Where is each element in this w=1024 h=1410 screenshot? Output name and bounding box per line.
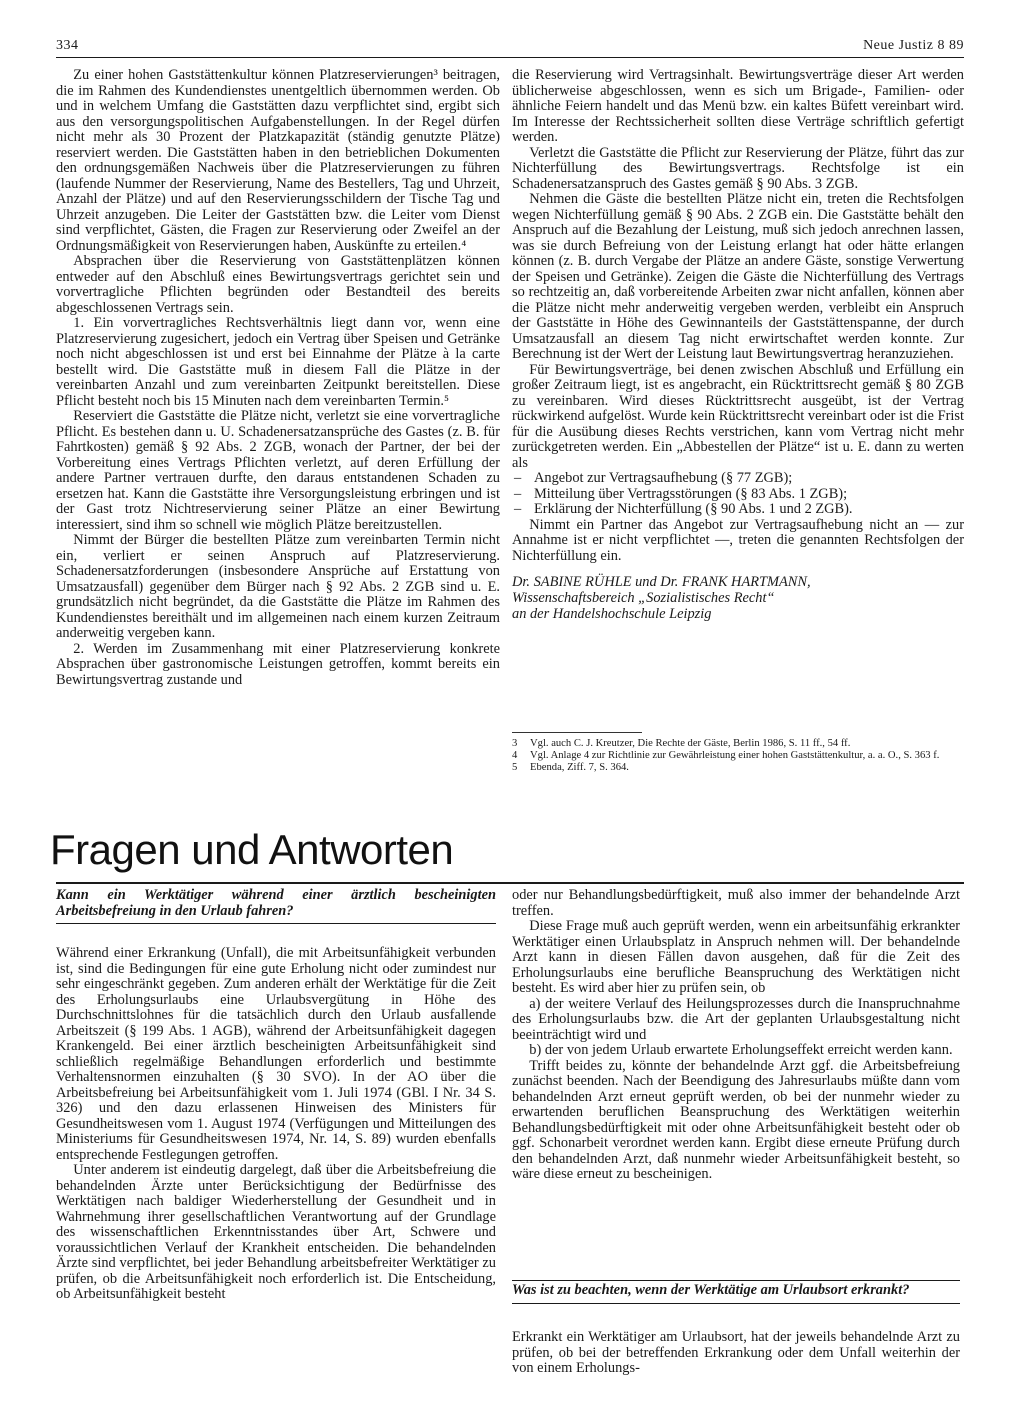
question-1	[56, 888, 496, 924]
answer-2-column	[512, 1330, 960, 1377]
footnote-text: Vgl. Anlage 4 zur Richtlinie zur Gewährleistung einer hohen Gaststättenkultur, a. a. O., S. 363 f.	[530, 750, 940, 761]
footnote-text: Ebenda, Ziff. 7, S. 364.	[530, 762, 629, 773]
page-number: 334	[56, 38, 79, 53]
answer-1-right-column	[512, 888, 960, 1183]
list-item	[512, 487, 964, 503]
list-item-text: Angebot zur Vertragsaufhebung (§ 77 ZGB);	[534, 470, 793, 486]
author-affiliation: Wissenschaftsbereich „Sozialistisches Recht“	[512, 590, 775, 606]
dash-bullet: –	[514, 501, 522, 517]
answer-paragraph: oder nur Behandlungsbedürftigkeit, muß also immer der behandelnde Arzt treffen.	[512, 887, 960, 919]
answer-list-item: b) der von jedem Urlaub erwartete Erholungseffekt erreicht werden kann.	[529, 1042, 953, 1058]
dash-bullet: –	[514, 485, 522, 502]
answer-1-left-column	[56, 946, 496, 1303]
footnote-number: 5	[512, 762, 518, 773]
list-item-text: Mitteilung über Vertragsstörungen (§ 83 Abs. 1 ZGB);	[534, 485, 848, 502]
question-2	[512, 1280, 960, 1304]
answer-list-item: a) der weitere Verlauf des Heilungsprozesses durch die Inanspruchnahme des Erholungsurlaubs bzw. die Art der geplanten Urlaubsgestaltung nicht beeinträchtigt wird und	[512, 995, 960, 1043]
article-paragraph: 2. Werden im Zusammenhang mit einer Platzreservierung konkrete Absprachen über gastronomische Leistungen getroffen, kommt bereits ein Bewirtungsvertrag zustande und	[56, 640, 500, 688]
answer-paragraph: Diese Frage muß auch geprüft werden, wenn ein arbeitsunfähig erkrankter Werktätiger einen Urlaubsplatz in Anspruch nehmen will. Der behandelnde Arzt kann in diesen Fällen davon ausgehen, daß für die Zeit des Erholungsurlaubs eine berufliche Beanspruchung des Werktätigen nicht besteht. Es wird aber hier zu prüfen sein, ob	[512, 918, 960, 996]
list-item	[512, 502, 964, 518]
article-paragraph: Nimmt der Bürger die bestellten Plätze zum vereinbarten Termin nicht ein, verliert er seinen Anspruch auf Platzreservierung. Schadenersatzforderungen (insbesondere Ansprüche auf Erstattung von Umsatzausfall) gegenüber dem Bürger nach § 92 Abs. 2 ZGB sind u. E. grundsätzlich nicht begründet, da die Gaststätte die Plätze im Rahmen des Kundendienstes bereithält und im allgemeinen nach einem kurzen Zeitraum anderweitig vergeben kann.	[56, 532, 500, 641]
header-rule	[56, 57, 964, 58]
question-2-text: Was ist zu beachten, wenn der Werktätige am Urlaubsort erkrankt?	[512, 1283, 960, 1304]
article-left-column	[56, 68, 500, 688]
list-item-text: Erklärung der Nichterfüllung (§ 90 Abs. 1 und 2 ZGB).	[534, 501, 853, 517]
footnote-rule	[512, 732, 642, 733]
article-paragraph: Absprachen über die Reservierung von Gaststättenplätzen können entweder auf den Abschluß eines Bewirtungsvertrags gerichtet sein und vorvertragliche Pflichten begründen oder Bestandteil des bereits abgeschlossenen Vertrags sein.	[56, 253, 500, 316]
footnote	[512, 738, 960, 750]
dash-bullet: –	[514, 470, 522, 486]
footnote-number: 3	[512, 738, 518, 749]
footnotes	[512, 738, 960, 774]
article-paragraph: 1. Ein vorvertragliches Rechtsverhältnis liegt dann vor, wenn eine Platzreservierung zugesichert, jedoch ein Vertrag über Speisen und Getränke noch nicht abgeschlossen ist und erst bei Einnahme der Plätze à la carte bestellt wird. Die Gaststätte muß in diesem Fall die Plätze in der vereinbarten Anzahl und zum vereinbarten Zeitpunkt bereitstellen. Diese Pflicht besteht noch bis 15 Minuten nach dem vereinbarten Termin.⁵	[56, 315, 500, 409]
section-rule	[56, 882, 964, 884]
footnote	[512, 750, 960, 762]
section-title: Fragen und Antworten	[50, 826, 454, 873]
article-paragraph: Verletzt die Gaststätte die Pflicht zur Reservierung der Plätze, führt das zur Nichterfüllung des Bewirtungsvertrags. Rechtsfolge ist ein Schadenersatzanspruch des Gastes gemäß § 90 Abs. 3 ZGB.	[512, 144, 964, 192]
question-1-text: Kann ein Werktätiger während einer ärztlich bescheinigten Arbeitsbefreiung in den Urlaub fahren?	[56, 888, 496, 924]
footnote	[512, 762, 960, 774]
list-item	[512, 471, 964, 487]
article-paragraph: Reserviert die Gaststätte die Plätze nicht, verletzt sie eine vorvertragliche Pflicht. Es bestehen dann u. U. Schadenersatzansprüche des Gastes (z. B. für Fahrtkosten) gemäß § 92 Abs. 2 ZGB, wonach der Partner, der bei der Vorbereitung eines Vertrags Pflichten verletzt, auf deren Erfüllung der andere Partner vertrauen durfte, den daraus entstandenen Schaden zu ersetzen hat. Kann die Gaststätte ihre Versorgungsleistung erbringen und ist der Gast trotz Nichtreservierung seiner Plätze an einer Bewirtung interessiert, sind ihm so schnell wie möglich Plätze bereitzustellen.	[56, 408, 500, 533]
footnote-number: 4	[512, 750, 518, 761]
answer-paragraph: Während einer Erkrankung (Unfall), die mit Arbeitsunfähigkeit verbunden ist, sind die Bedingungen für eine gute Erholung nicht oder zumindest nur sehr eingeschränkt gegeben. Zum anderen erhält der Werktätige für die Zeit des Erholungsurlaubs eine Urlaubsvergütung in Höhe des Durchschnittslohnes für die tatsächlich durch den Urlaub ausfallende Arbeitszeit (§ 199 Abs. 1 AGB), während der Arbeitsunfähigkeit dagegen Krankengeld. Bei einer ärztlich bescheinigten Arbeitsunfähigkeit sind schließlich regelmäßige Behandlungen erforderlich und bestimmte Verhaltensnormen einzuhalten (§ 30 SVO). In der AO über die Arbeitsbefreiung bei Arbeitsunfähigkeit vom 1. Juli 1974 (GBl. I Nr. 34 S. 326) und den dazu erlassenen Hinweisen des Ministers für Gesundheitswesen vom 1. August 1974 (Verfügungen und Mitteilungen des Ministeriums für Gesundheitswesen 1974, Nr. 14, S. 89) wurden ebenfalls entsprechende Festlegungen getroffen.	[56, 945, 496, 1163]
article-paragraph: Nehmen die Gäste die bestellten Plätze nicht ein, treten die Rechtsfolgen wegen Nichterfüllung gemäß § 90 Abs. 2 ZGB ein. Die Gaststätte behält den Anspruch auf die Bezahlung der Leistung, muß sich jedoch anrechnen lassen, was sie durch Befreiung von der Leistung erlangt hat oder hätte erlangen können (z. B. durch Vergabe der Plätze an andere Gäste, sonstige Verwertung der Speisen und Getränke). Zeigen die Gäste die Nichterfüllung des Vertrags so rechtzeitig an, daß vorbereitende Arbeiten zwar nicht anfallen, können aber die Plätze nicht mehr anderweitig vergeben werden, verbleibt ein Anspruch der Gaststätte in Höhe des Gewinnanteils der Gaststättenspanne, der durch Umsatzausfall an diesem Tag nicht erwirtschaftet werden konnte. Zur Berechnung ist der Wert der Leistung laut Bewirtungsvertrag heranzuziehen.	[512, 191, 964, 362]
author-block	[512, 574, 964, 622]
answer-paragraph: Trifft beides zu, könnte der behandelnde Arzt ggf. die Arbeitsbefreiung zunächst beenden. Nach der Beendigung des Jahresurlaubs müßte dann vom behandelnden Arzt erneut geprüft werden, ob bei der nunmehr wieder zu erwartenden beruflichen Beanspruchung des Werktätigen weiterhin Behandlungsbedürftigkeit mit oder ohne Arbeitsunfähigkeit besteht oder ob ggf. Schonarbeit verordnet werden kann. Ergibt diese erneute Prüfung durch den behandelnden Arzt, daß nunmehr wieder Arbeitsunfähigkeit besteht, so wäre diese erneut zu bescheinigen.	[512, 1057, 960, 1182]
article-paragraph: die Reservierung wird Vertragsinhalt. Bewirtungsverträge dieser Art werden üblicherweise abgeschlossen, wenn es sich um Brigade-, Familien- oder ähnliche Feiern handelt und das Menü bzw. ein kaltes Büfett vereinbart wird. Im Interesse der Rechtssicherheit sollten diese Verträge schriftlich gefertigt werden.	[512, 67, 964, 145]
article-paragraph: Zu einer hohen Gaststättenkultur können Platzreservierungen³ beitragen, die im Rahmen des Kundendienstes unentgeltlich übernommen werden. Ob und in welchem Umfang die Gaststätten dazu verpflichtet sind, ergibt sich aus den versorgungspolitischen Aufgabenstellungen. In der Regel dürfen nicht mehr als 30 Prozent der Platzkapazität (ständig genutzte Plätze) reserviert werden. Die Gaststätten haben in den betrieblichen Dokumenten den ordnungsgemäßen Nachweis über die Platzreservierungen zu führen (laufende Nummer der Reservierung, Name des Bestellers, Tag und Uhrzeit, Anzahl der Plätze) und auf den Reservierungsschildern der Tische Tag und Uhrzeit anzugeben. Die Leiter der Gaststätten bzw. die Leiter vom Dienst sind verpflichtet, Gästen, die Fragen zur Reservierung oder Zweifel an der Ordnungsmäßigkeit von Reservierungen haben, Auskünfte zu erteilen.⁴	[56, 67, 500, 254]
journal-title: Neue Justiz 8 89	[863, 38, 964, 53]
closing-paragraph: Nimmt ein Partner das Angebot zur Vertragsaufhebung nicht an — zur Annahme ist er nicht verpflichtet —, treten die genannten Rechtsfolgen der Nichterfüllung ein.	[512, 516, 964, 564]
author-institution: an der Handelshochschule Leipzig	[512, 606, 712, 622]
article-paragraph: Für Bewirtungsverträge, bei denen zwischen Abschluß und Erfüllung ein großer Zeitraum liegt, ist es angebracht, ein Rücktrittsrecht gemäß § 80 ZGB zu vereinbaren. Wird dieses Rücktrittsrecht ausgeübt, ist der Vertrag rückwirkend aufgelöst. Wurde kein Rücktrittsrecht vereinbart oder ist die Frist für die Ausübung dieses Rechts verstrichen, kann vom Vertrag nicht mehr zurückgetreten werden. Ein „Abbestellen der Plätze“ ist u. E. dann zu werten als	[512, 361, 964, 471]
author-names: Dr. SABINE RÜHLE und Dr. FRANK HARTMANN,	[512, 574, 811, 590]
footnote-text: Vgl. auch C. J. Kreutzer, Die Rechte der Gäste, Berlin 1986, S. 11 ff., 54 ff.	[530, 738, 851, 749]
answer-paragraph: Erkrankt ein Werktätiger am Urlaubsort, hat der jeweils behandelnde Arzt zu prüfen, ob bei der betreffenden Erkrankung oder dem Unfall weiterhin der von einem Erholungs-	[512, 1329, 960, 1376]
article-right-column	[512, 68, 964, 622]
answer-paragraph: Unter anderem ist eindeutig dargelegt, daß über die Arbeitsbefreiung die behandelnden Ärzte unter Berücksichtigung der Bedürfnisse des Werktätigen nach baldiger Wiederherstellung der Gesundheit und in Wahrnehmung ihrer gesellschaftlichen Verantwortung auf der Grundlage des wissenschaftlichen Erkenntnisstandes über Art, Schwere und voraussichtlichen Verlauf der Krankheit entscheiden. Die behandelnden Ärzte sind verpflichtet, bei jeder Behandlung arbeitsbefreiter Werktätiger zu prüfen, ob die Arbeitsunfähigkeit noch erforderlich ist. Die Entscheidung, ob Arbeitsunfähigkeit besteht	[56, 1162, 496, 1302]
